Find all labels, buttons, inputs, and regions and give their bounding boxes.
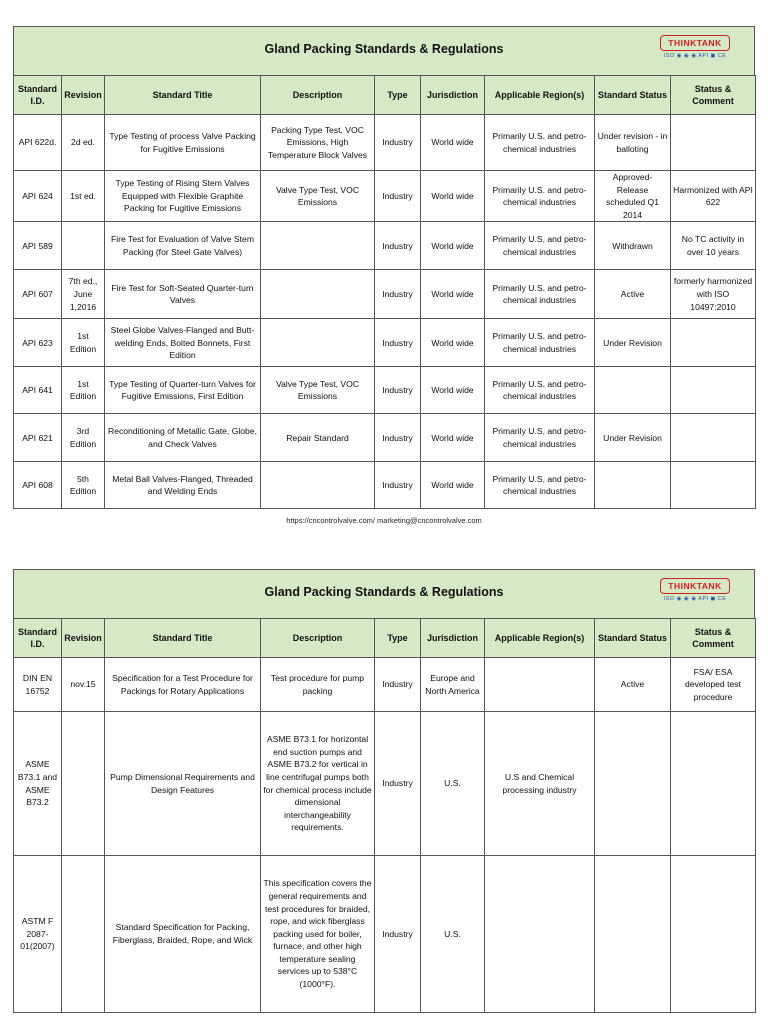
- cell-revision: 3rd Edition: [62, 414, 105, 462]
- table-row: [14, 462, 756, 509]
- cell-standard-id: API 623: [14, 319, 62, 367]
- sheet-title-bar: [13, 569, 755, 618]
- header-revision: Revision: [62, 619, 105, 658]
- cell-description: Valve Type Test, VOC Emissions: [261, 367, 375, 414]
- thinktank-logo: [660, 578, 730, 602]
- table-row: [14, 712, 756, 856]
- cell-revision: 1st ed.: [62, 171, 105, 222]
- cell-applicable-regions: Primarily U.S. and petro-chemical industries: [485, 367, 595, 414]
- cell-status-comment: [671, 414, 756, 462]
- cell-applicable-regions: Primarily U.S. and petro-chemical industries: [485, 319, 595, 367]
- cell-applicable-regions: Primarily U.S. and petro-chemical industries: [485, 115, 595, 171]
- cell-standard-title: Pump Dimensional Requirements and Design Features: [105, 712, 261, 856]
- table-row: [14, 319, 756, 367]
- cell-standard-status: Under revision - in balloting: [595, 115, 671, 171]
- cell-type: Industry: [375, 319, 421, 367]
- cell-jurisdiction: U.S.: [421, 856, 485, 1013]
- cell-revision: 5th Edition: [62, 462, 105, 509]
- cell-jurisdiction: World wide: [421, 115, 485, 171]
- header-standard-title: Standard Title: [105, 76, 261, 115]
- header-type: Type: [375, 619, 421, 658]
- cell-status-comment: Harmonized with API 622: [671, 171, 756, 222]
- table-header-row: [14, 76, 756, 115]
- cell-type: Industry: [375, 856, 421, 1013]
- cell-standard-id: API 622d.: [14, 115, 62, 171]
- header-standard-title: Standard Title: [105, 619, 261, 658]
- cell-type: Industry: [375, 414, 421, 462]
- cell-standard-id: API 607: [14, 270, 62, 319]
- cell-standard-id: API 589: [14, 222, 62, 270]
- cell-status-comment: FSA/ ESA developed test procedure: [671, 658, 756, 712]
- cell-type: Industry: [375, 462, 421, 509]
- cell-status-comment: [671, 856, 756, 1013]
- cell-type: Industry: [375, 367, 421, 414]
- cell-applicable-regions: Primarily U.S. and petro-chemical industries: [485, 171, 595, 222]
- cell-jurisdiction: World wide: [421, 367, 485, 414]
- cell-standard-status: Withdrawn: [595, 222, 671, 270]
- cell-jurisdiction: World wide: [421, 171, 485, 222]
- header-standard-id: Standard I.D.: [14, 76, 62, 115]
- cell-type: Industry: [375, 222, 421, 270]
- certification-icons: ISO ◉ ◉ ◉ API ◼ CE: [663, 53, 727, 59]
- cell-status-comment: [671, 367, 756, 414]
- header-applicable-regions: Applicable Region(s): [485, 619, 595, 658]
- cell-applicable-regions: Primarily U.S. and petro-chemical industries: [485, 414, 595, 462]
- cell-applicable-regions: [485, 856, 595, 1013]
- cell-type: Industry: [375, 712, 421, 856]
- cell-description: Test procedure for pump packing: [261, 658, 375, 712]
- cell-status-comment: [671, 319, 756, 367]
- cell-standard-id: API 641: [14, 367, 62, 414]
- cell-standard-status: [595, 712, 671, 856]
- cell-standard-title: Reconditioning of Metallic Gate, Globe, and Check Valves: [105, 414, 261, 462]
- cell-standard-id: ASTM F 2087-01(2007): [14, 856, 62, 1013]
- cell-standard-id: ASME B73.1 and ASME B73.2: [14, 712, 62, 856]
- cell-description: [261, 270, 375, 319]
- logo-wordmark: THINKTANK: [660, 578, 730, 594]
- table-row: [14, 171, 756, 222]
- table-row: [14, 367, 756, 414]
- cell-status-comment: formerly harmonized with ISO 10497:2010: [671, 270, 756, 319]
- cell-standard-title: Type Testing of process Valve Packing for Fugitive Emissions: [105, 115, 261, 171]
- cell-standard-title: Type Testing of Rising Stem Valves Equipped with Flexible Graphite Packing for Fugitive Emissions: [105, 171, 261, 222]
- table-row: [14, 414, 756, 462]
- cell-standard-title: Specification for a Test Procedure for Packings for Rotary Applications: [105, 658, 261, 712]
- header-standard-status: Standard Status: [595, 619, 671, 658]
- header-type: Type: [375, 76, 421, 115]
- certification-icons: ISO ◉ ◉ ◉ API ◼ CE: [663, 596, 727, 602]
- cell-jurisdiction: World wide: [421, 270, 485, 319]
- thinktank-logo: [660, 35, 730, 59]
- cell-standard-title: Fire Test for Evaluation of Valve Stem Packing (for Steel Gate Valves): [105, 222, 261, 270]
- table-row: [14, 222, 756, 270]
- cell-standard-title: Type Testing of Quarter-turn Valves for Fugitive Emissions, First Edition: [105, 367, 261, 414]
- cell-description: [261, 319, 375, 367]
- cell-status-comment: [671, 115, 756, 171]
- cell-description: Repair Standard: [261, 414, 375, 462]
- logo-wordmark: THINKTANK: [660, 35, 730, 51]
- cell-standard-id: DIN EN 16752: [14, 658, 62, 712]
- cell-standard-status: [595, 462, 671, 509]
- cell-standard-status: Active: [595, 270, 671, 319]
- table-row: [14, 115, 756, 171]
- cell-jurisdiction: U.S.: [421, 712, 485, 856]
- cell-standard-title: Metal Ball Valves-Flanged, Threaded and Welding Ends: [105, 462, 261, 509]
- cell-revision: 1st Edition: [62, 319, 105, 367]
- cell-description: This specification covers the general requirements and test procedures for braided, rope, and wick fiberglass packing used for boiler, furnace, and other high temperature sealing services up to 538°C (1000°F).: [261, 856, 375, 1013]
- cell-standard-title: Standard Specification for Packing, Fiberglass, Braided, Rope, and Wick: [105, 856, 261, 1013]
- cell-standard-status: Active: [595, 658, 671, 712]
- header-status-comment: Status & Comment: [671, 76, 756, 115]
- cell-revision: [62, 222, 105, 270]
- cell-revision: nov.15: [62, 658, 105, 712]
- header-applicable-regions: Applicable Region(s): [485, 76, 595, 115]
- cell-revision: [62, 856, 105, 1013]
- cell-applicable-regions: [485, 658, 595, 712]
- header-jurisdiction: Jurisdiction: [421, 76, 485, 115]
- header-jurisdiction: Jurisdiction: [421, 619, 485, 658]
- header-description: Description: [261, 619, 375, 658]
- cell-jurisdiction: World wide: [421, 319, 485, 367]
- cell-jurisdiction: World wide: [421, 414, 485, 462]
- standards-table: [13, 75, 756, 509]
- header-description: Description: [261, 76, 375, 115]
- standards-sheet-2: [13, 569, 755, 1013]
- cell-description: [261, 222, 375, 270]
- cell-standard-status: [595, 367, 671, 414]
- cell-jurisdiction: World wide: [421, 222, 485, 270]
- cell-applicable-regions: Primarily U.S. and petro-chemical industries: [485, 462, 595, 509]
- header-revision: Revision: [62, 76, 105, 115]
- cell-standard-status: Under Revision: [595, 414, 671, 462]
- sheet-title: Gland Packing Standards & Regulations: [264, 585, 504, 599]
- cell-standard-status: [595, 856, 671, 1013]
- cell-applicable-regions: Primarily U.S. and petro-chemical industries: [485, 222, 595, 270]
- cell-status-comment: No TC activity in over 10 years: [671, 222, 756, 270]
- cell-standard-id: API 624: [14, 171, 62, 222]
- cell-standard-status: Under Revision: [595, 319, 671, 367]
- table-row: [14, 856, 756, 1013]
- cell-type: Industry: [375, 171, 421, 222]
- cell-type: Industry: [375, 658, 421, 712]
- cell-type: Industry: [375, 270, 421, 319]
- table-row: [14, 270, 756, 319]
- table-header-row: [14, 619, 756, 658]
- cell-status-comment: [671, 712, 756, 856]
- cell-type: Industry: [375, 115, 421, 171]
- header-standard-id: Standard I.D.: [14, 619, 62, 658]
- footer-contact: https://cncontrolvalve.com/ marketing@cncontrolvalve.com: [286, 516, 482, 525]
- cell-standard-id: API 621: [14, 414, 62, 462]
- header-standard-status: Standard Status: [595, 76, 671, 115]
- cell-standard-title: Fire Test for Soft-Seated Quarter-turn Valves: [105, 270, 261, 319]
- cell-standard-status: Approved-Release scheduled Q1 2014: [595, 171, 671, 222]
- cell-description: ASME B73.1 for horizontal end suction pumps and ASME B73.2 for vertical in line centrifugal pumps both for chemical process include dimensional interchangeability requirements.: [261, 712, 375, 856]
- cell-revision: [62, 712, 105, 856]
- cell-status-comment: [671, 462, 756, 509]
- cell-standard-id: API 608: [14, 462, 62, 509]
- cell-description: Packing Type Test, VOC Emissions, High Temperature Block Valves: [261, 115, 375, 171]
- table-row: [14, 658, 756, 712]
- cell-jurisdiction: World wide: [421, 462, 485, 509]
- sheet-title-bar: [13, 26, 755, 75]
- cell-revision: 7th ed., June 1,2016: [62, 270, 105, 319]
- cell-revision: 1st Edition: [62, 367, 105, 414]
- cell-description: [261, 462, 375, 509]
- sheet-title: Gland Packing Standards & Regulations: [264, 42, 504, 56]
- cell-standard-title: Steel Globe Valves-Flanged and Butt-welding Ends, Bolted Bonnets, First Edition: [105, 319, 261, 367]
- cell-revision: 2d ed.: [62, 115, 105, 171]
- standards-sheet-1: [13, 26, 755, 509]
- standards-table: [13, 618, 756, 1013]
- cell-applicable-regions: Primarily U.S. and petro-chemical industries: [485, 270, 595, 319]
- cell-jurisdiction: Europe and North America: [421, 658, 485, 712]
- cell-applicable-regions: U.S and Chemical processing industry: [485, 712, 595, 856]
- cell-description: Valve Type Test, VOC Emissions: [261, 171, 375, 222]
- header-status-comment: Status & Comment: [671, 619, 756, 658]
